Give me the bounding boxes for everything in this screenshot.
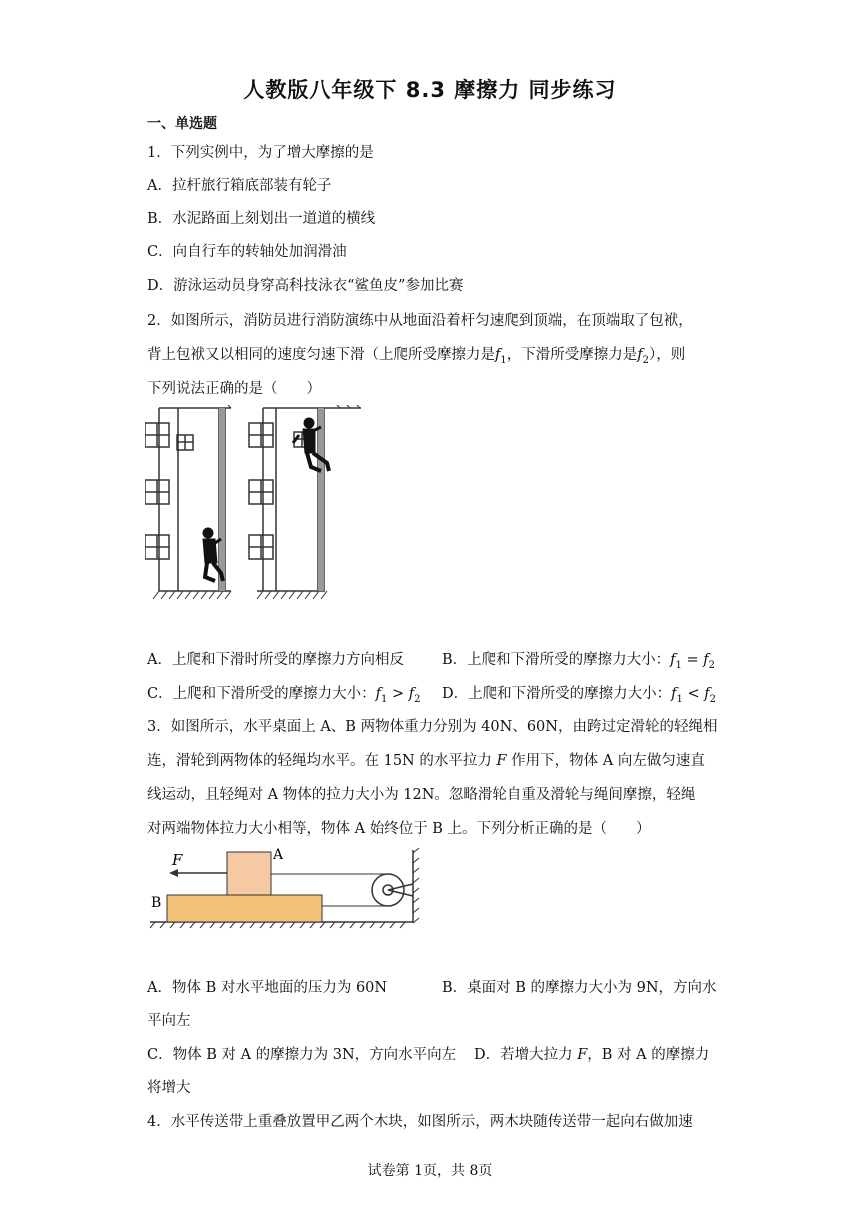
question-1-option-a: A．拉杆旅行箱底部装有轮子: [147, 178, 332, 194]
block-a-label: A: [273, 847, 284, 863]
question-2-option-d: D．上爬和下滑所受的摩擦力大小：$f_1 < f_2$: [442, 686, 716, 705]
question-4-stem-line-1: 4．水平传送带上重叠放置甲乙两个木块，如图所示，两木块随传送带一起向右做加速: [147, 1114, 693, 1130]
question-3-option-d-line-1: D．若增大拉力 F，B 对 A 的摩擦力: [474, 1047, 710, 1063]
question-3-option-b-line-1: B．桌面对 B 的摩擦力大小为 9N，方向水: [442, 980, 717, 996]
question-1-option-b: B．水泥路面上刻划出一道道的横线: [147, 211, 376, 227]
question-2-option-c: C．上爬和下滑所受的摩擦力大小：$f_1 > f_2$: [147, 686, 421, 705]
question-3-option-b-line-2: 平向左: [147, 1013, 191, 1029]
firefighter-climbing-figure: [145, 405, 370, 605]
question-2-option-a: A．上爬和下滑时所受的摩擦力方向相反: [147, 652, 404, 668]
question-3-stem-line-1: 3．如图所示，水平桌面上 A、B 两物体重力分别为 40N、60N，由跨过定滑轮的轻绳相: [147, 719, 718, 735]
question-3-option-d-line-2: 将增大: [147, 1080, 191, 1096]
question-1-option-c: C．向自行车的转轴处加润滑油: [147, 244, 347, 260]
pulley-blocks-figure: [145, 845, 435, 930]
question-1-stem: 1．下列实例中，为了增大摩擦的是: [147, 145, 374, 161]
question-3-stem-line-4: 对两端物体拉力大小相等，物体 A 始终位于 B 上。下列分析正确的是（ ）: [147, 821, 651, 837]
question-2-stem-line-1: 2．如图所示，消防员进行消防演练中从地面沿着杆匀速爬到顶端，在顶端取了包袱，: [147, 313, 693, 329]
page-title: 人教版八年级下 8.3 摩擦力 同步练习: [243, 78, 617, 102]
question-2-option-b: B．上爬和下滑所受的摩擦力大小：$f_1 = f_2$: [442, 652, 716, 671]
question-2-stem-line-3: 下列说法正确的是（ ）: [147, 381, 321, 397]
question-2-stem-line-2: 背上包袱又以相同的速度匀速下滑（上爬所受摩擦力是$f_1$，下滑所受摩擦力是$f_2$），则: [147, 347, 686, 366]
force-label: F: [172, 851, 183, 869]
block-b-label: B: [151, 895, 162, 911]
question-3-stem-line-3: 线运动，且轻绳对 A 物体的拉力大小为 12N。忽略滑轮自重及滑轮与绳间摩擦，轻绳: [147, 787, 696, 803]
page-footer: 试卷第 1页，共 8页: [367, 1163, 493, 1179]
question-1-option-d: D．游泳运动员身穿高科技泳衣“鲨鱼皮”参加比赛: [147, 278, 464, 294]
question-3-stem-line-2: 连，滑轮到两物体的轻绳均水平。在 15N 的水平拉力 F 作用下，物体 A 向左做匀速直: [147, 753, 705, 769]
question-3-option-c: C．物体 B 对 A 的摩擦力为 3N，方向水平向左: [147, 1047, 457, 1063]
question-3-option-a: A．物体 B 对水平地面的压力为 60N: [147, 980, 388, 996]
section-heading: 一、单选题: [147, 116, 217, 132]
